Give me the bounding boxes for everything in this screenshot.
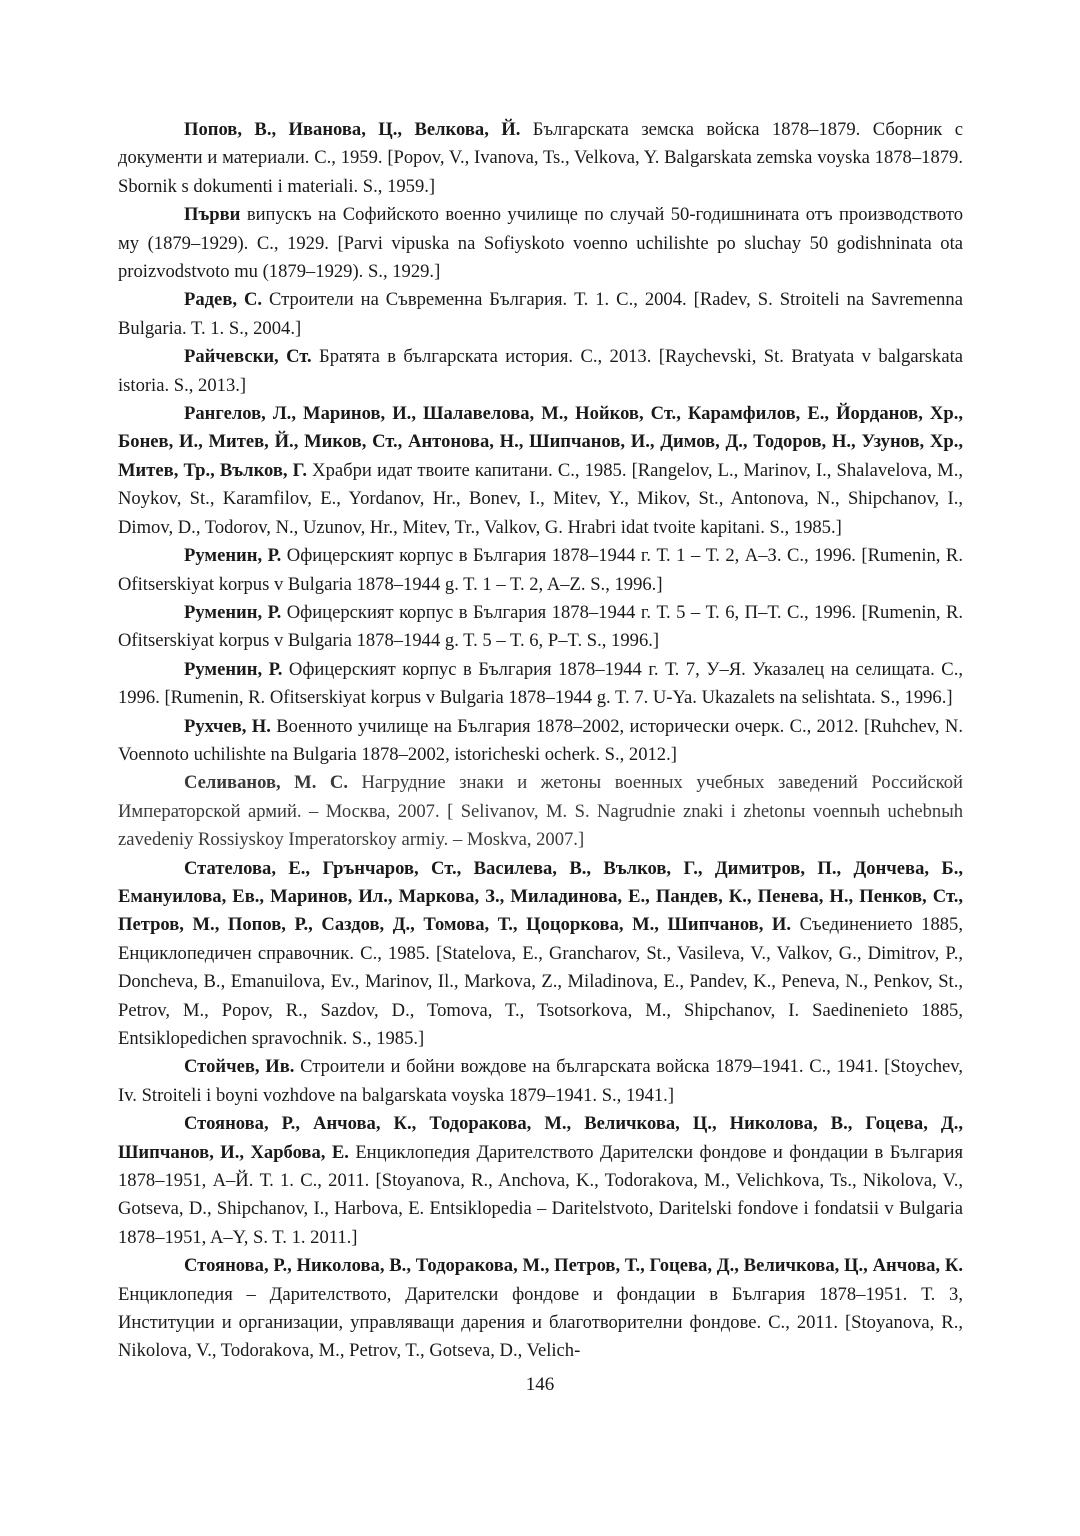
bibliography-entry	[118, 116, 963, 201]
entry-author: Рухчев, Н.	[184, 715, 271, 737]
bibliography-page	[118, 116, 963, 1366]
bibliography-entry	[118, 713, 963, 770]
entry-text: Офицерският корпус в България 1878–1944 г. Т. 1 – Т. 2, А–З. С., 1996. [Rumenin, R. Ofitserskiyat korpus v Bulgaria 1878–1944 g. T. 1 – T. 2, A–Z. S., 1996.]	[118, 545, 963, 595]
bibliography-entry	[118, 1252, 963, 1366]
entry-text: Военното училище на България 1878–2002, исторически очерк. С., 2012. [Ruhchev, N. Voennoto uchilishte na Bulgaria 1878–2002, istoricheski ocherk. S., 2012.]	[118, 715, 963, 765]
entry-text: Българската земска войска 1878–1879. Сборник с документи и материали. С., 1959. [Popov, V., Ivanova, Ts., Velkova, Y. Balgarskata zemska voyska 1878–1879. Sbornik s dokumenti i materiali. S., 1959.]	[118, 119, 963, 197]
entry-text: Строители на Съвременна България. Т. 1. С., 2004. [Radev, S. Stroiteli na Savremenna Bulgaria. T. 1. S., 2004.]	[118, 289, 963, 339]
entry-author: Стойчев, Ив.	[184, 1056, 295, 1078]
entry-author: Радев, С.	[184, 289, 263, 311]
entry-text: Братята в българската история. С., 2013. [Raychevski, St. Bratyata v balgarskata istoria. S., 2013.]	[118, 346, 963, 396]
bibliography-entry	[118, 1110, 963, 1252]
entry-text: Нагрудние знаки и жетоны военных учебных заведений Российской Императорской армий. – Москва, 2007. [ Selivanov, M. S. Nagrudnie znaki i zhetonы voennыh uchebnыh zavedeniy Rossiyskoy Imperatorskoy armiy. – Moskva, 2007.]	[118, 772, 963, 851]
entry-text: Офицерският корпус в България 1878–1944 г. Т. 5 – Т. 6, П–Т. С., 1996. [Rumenin, R. Ofitserskiyat korpus v Bulgaria 1878–1944 g. T. 5 – T. 6, P–T. S., 1996.]	[118, 601, 964, 652]
bibliography-entry	[118, 855, 963, 1054]
entry-author: Руменин, Р.	[184, 658, 283, 680]
entry-author: Райчевски, Ст.	[184, 346, 312, 368]
entry-text: Съединението 1885, Енциклопедичен справочник. С., 1985. [Statelova, E., Grancharov, St., Vasileva, V., Valkov, G., Dimitrov, P., Doncheva, B., Emanuilova, Ev., Marinov, Il., Markova, Z., Miladinova, E., Pandev, K., Peneva, N., Penkov, St., Petrov, M., Popov, R., Sazdov, D., Tomova, T., Tsotsorkova, M., Shipchanov, I. Saedinenieto 1885, Entsiklopedichen spravochnik. S., 1985.]	[118, 914, 964, 1049]
entry-author: Стоянова, Р., Анчова, К., Тодоракова, М., Величкова, Ц., Николова, В., Гоцева, Д., Шипчанов, И., Харбова, Е.	[118, 1113, 963, 1163]
bibliography-entry	[118, 542, 963, 599]
entry-author: Попов, В., Иванова, Ц., Велкова, Й.	[184, 119, 521, 140]
entry-author: Стателова, Е., Грънчаров, Ст., Василева, В., Вълков, Г., Димитров, П., Дончева, Б., Емануилова, Ев., Маринов, Ил., Маркова, З., Миладинова, Е., Пандев, К., Пенева, Н., Пенков, Ст., Петров, М., Попов, Р., Саздов, Д., Томова, Т., Цоцоркова, М., Шипчанов, И.	[118, 857, 963, 936]
bibliography-entry	[118, 400, 963, 542]
bibliography-entry	[118, 769, 963, 854]
bibliography-entry	[118, 343, 963, 400]
bibliography-entry	[118, 656, 963, 713]
entry-text: Офицерският корпус в България 1878–1944 г. Т. 7, У–Я. Указалец на селищата. С., 1996. [Rumenin, R. Ofitserskiyat korpus v Bulgaria 1878–1944 g. T. 7. U-Ya. Ukazalets na selishtata. S., 1996.]	[118, 658, 964, 709]
entry-author: Руменин, Р.	[184, 601, 282, 623]
entry-text: Енциклопедия Дарителството Дарителски фондове и фондации в България 1878–1951, А–Й. Т. 1. С., 2011. [Stoyanova, R., Anchova, K., Todorakova, M., Velichkova, Ts., Nikolova, V., Gotseva, D., Shipchanov, I., Harbova, E. Entsiklopedia – Daritelstvoto, Daritelski fondove i fondatsii v Bulgaria 1878–1951, A–Y, S. T. 1. 2011.]	[118, 1141, 964, 1248]
page-number: 146	[525, 1374, 555, 1395]
entry-text: Храбри идат твоите капитани. С., 1985. [Rangelov, L., Marinov, I., Shalavelova, M., Noykov, St., Karamfilov, E., Yordanov, Hr., Bonev, I., Mitev, Y., Mikov, St., Antonova, N., Shipchanov, I., Dimov, D., Todorov, N., Uzunov, Hr., Mitev, Tr., Valkov, G. Hrabri idat tvoite kapitani. S., 1985.]	[118, 459, 964, 538]
entry-text: Строители и бойни вождове на българската войска 1879–1941. С., 1941. [Stoychev, Iv. Stroiteli i boyni vozhdove na balgarskata voyska 1879–1941. S., 1941.]	[118, 1056, 963, 1106]
entry-author: Руменин, Р.	[184, 545, 282, 567]
entry-author: Първи	[184, 204, 241, 226]
entry-text: Енциклопедия – Дарителството, Дарителски фондове и фондации в България 1878–1951. Т. 3, Институции и организации, управляващи дарения и благотворителни фондове. С., 2011. [Stoyanova, R., Nikolova, V., Todorakova, M., Petrov, T., Gotseva, D., Velich-	[118, 1283, 963, 1362]
bibliography-entry	[118, 201, 963, 286]
bibliography-entry	[118, 1053, 963, 1110]
bibliography-entry	[118, 599, 963, 656]
entry-author: Рангелов, Л., Маринов, И., Шалавелова, М., Нойков, Ст., Карамфилов, Е., Йорданов, Хр., Бонев, И., Митев, Й., Миков, Ст., Антонова, Н., Шипчанов, И., Димов, Д., Тодоров, Н., Узунов, Хр., Митев, Тр., Вълков, Г.	[118, 403, 963, 481]
bibliography-entry	[118, 286, 963, 343]
entry-author: Селиванов, М. С.	[184, 772, 348, 794]
entry-author: Стоянова, Р., Николова, В., Тодоракова, М., Петров, Т., Гоцева, Д., Величкова, Ц., Анчова, К.	[184, 1255, 963, 1277]
entry-text: випускъ на Софийското военно училище по случай 50-годишнината отъ производството му (1879–1929). С., 1929. [Parvi vipuska na Sofiyskoto voenno uchilishte po sluchay 50 godishninata ota proizvodstvoto mu (1879–1929). S., 1929.]	[118, 204, 963, 283]
